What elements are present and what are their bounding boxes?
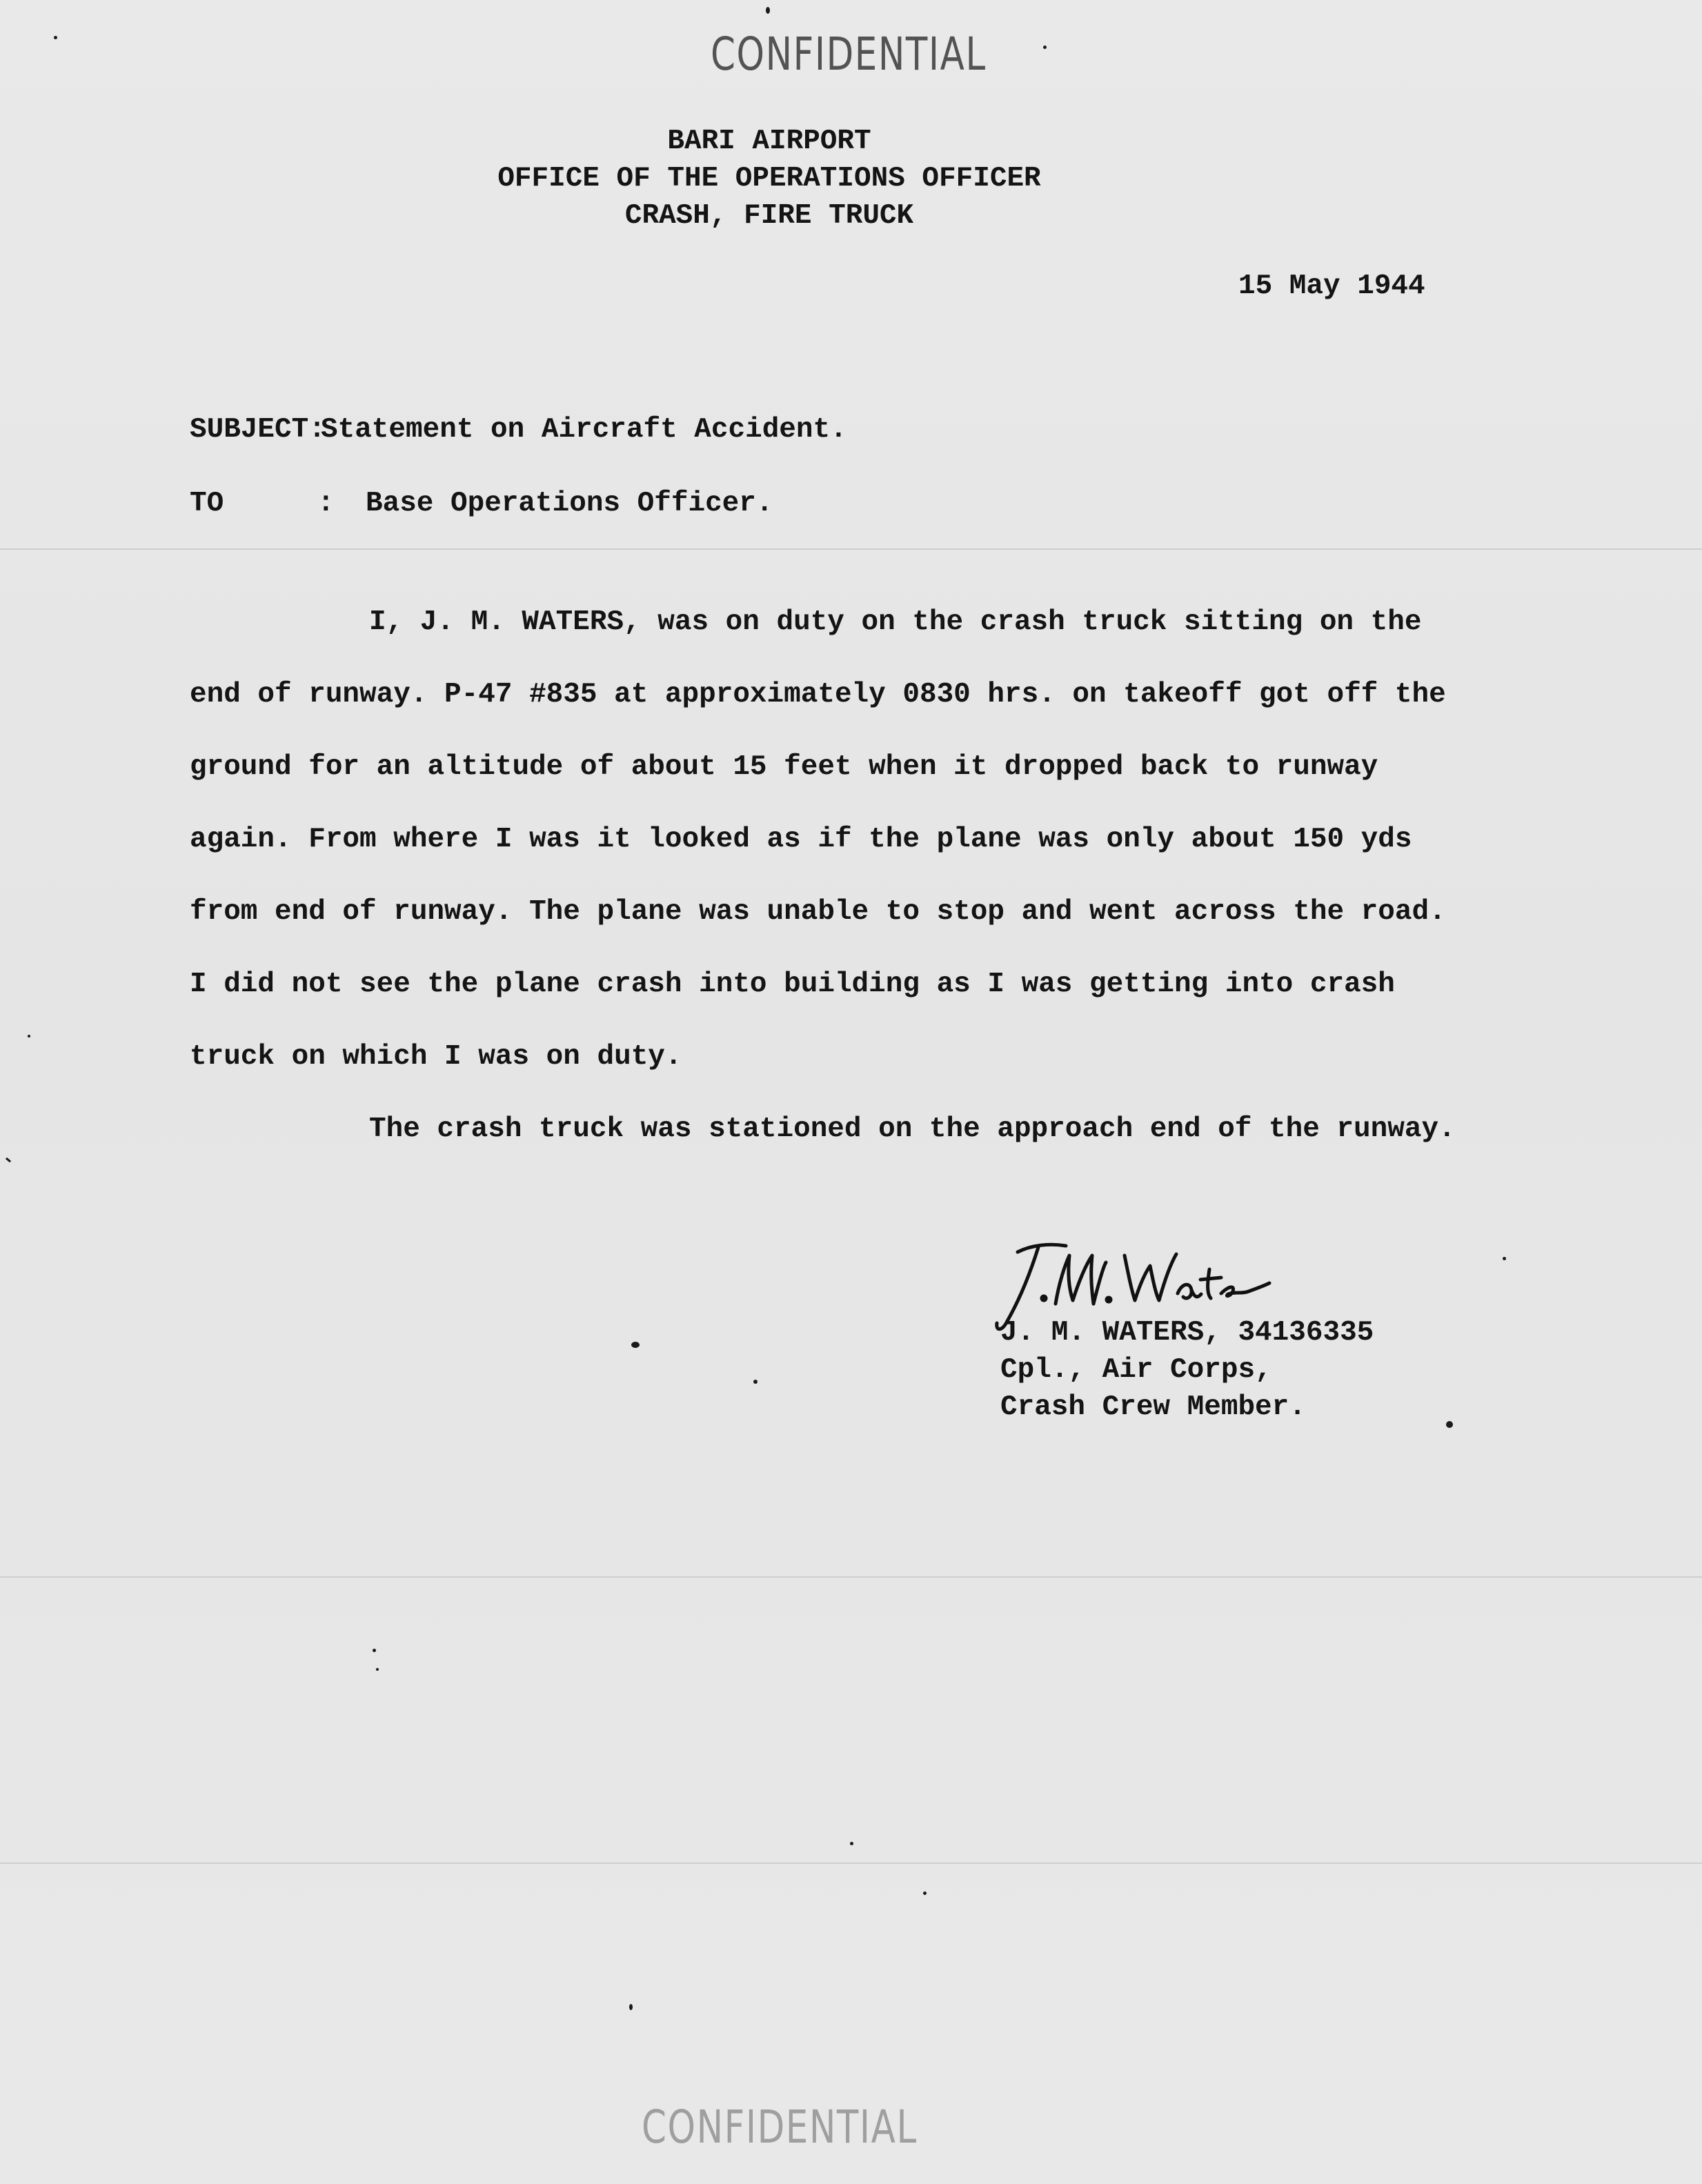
subject-value: Statement on Aircraft Accident. <box>321 414 847 446</box>
paper-speck <box>376 1668 379 1671</box>
paper-fold-line <box>0 548 1702 550</box>
paper-speck <box>1446 1421 1453 1428</box>
letterhead <box>0 123 1538 235</box>
paper-speck <box>54 36 57 39</box>
paper-speck <box>6 1158 11 1162</box>
paper-speck <box>923 1892 927 1895</box>
confidential-stamp-bottom: CONFIDENTIAL <box>642 2101 918 2154</box>
subject-label: SUBJECT: <box>190 414 326 446</box>
letterhead-line-1: BARI AIRPORT <box>667 126 871 157</box>
paper-speck <box>766 7 770 14</box>
paper-fold-line <box>0 1863 1702 1864</box>
to-line <box>190 488 773 519</box>
paper-speck <box>753 1380 758 1384</box>
paper-fold-line <box>0 1576 1702 1578</box>
paper-speck <box>373 1649 376 1652</box>
signature-block <box>1000 1314 1374 1426</box>
paper-speck <box>850 1842 853 1845</box>
signer-role-line: Crash Crew Member. <box>1000 1391 1306 1423</box>
letterhead-line-3: CRASH, FIRE TRUCK <box>624 200 914 232</box>
to-colon: : <box>317 488 335 519</box>
statement-body <box>190 586 1459 1166</box>
paper-speck <box>629 2004 633 2010</box>
to-value: Base Operations Officer. <box>366 488 773 519</box>
document-date: 15 May 1944 <box>1238 270 1425 302</box>
subject-line <box>190 414 847 446</box>
signer-name-line: J. M. WATERS, 34136335 <box>1000 1317 1374 1349</box>
statement-paragraph-2: The crash truck was stationed on the approach end of the runway. <box>369 1113 1456 1145</box>
statement-paragraph-1: I, J. M. WATERS, was on duty on the crash truck sitting on the end of runway. P-47 #835 at approximately 0830 hrs. on takeoff got off the ground for an altitude of about 15 feet when it dropped back to runway again. From where I was it looked as if the plane was only about 150 yds from end of runway. The plane was unable to stop and went across the road. I did not see the plane crash into building as I was getting into crash truck on which I was on duty. <box>190 606 1446 1073</box>
paper-speck <box>1503 1257 1506 1260</box>
paper-speck <box>1043 46 1047 49</box>
confidential-stamp-top: CONFIDENTIAL <box>711 28 987 81</box>
to-label: TO <box>190 488 224 519</box>
signer-rank-line: Cpl., Air Corps, <box>1000 1354 1272 1386</box>
paper-speck <box>28 1035 30 1038</box>
paper-speck <box>631 1342 640 1348</box>
letterhead-line-2: OFFICE OF THE OPERATIONS OFFICER <box>497 163 1041 195</box>
